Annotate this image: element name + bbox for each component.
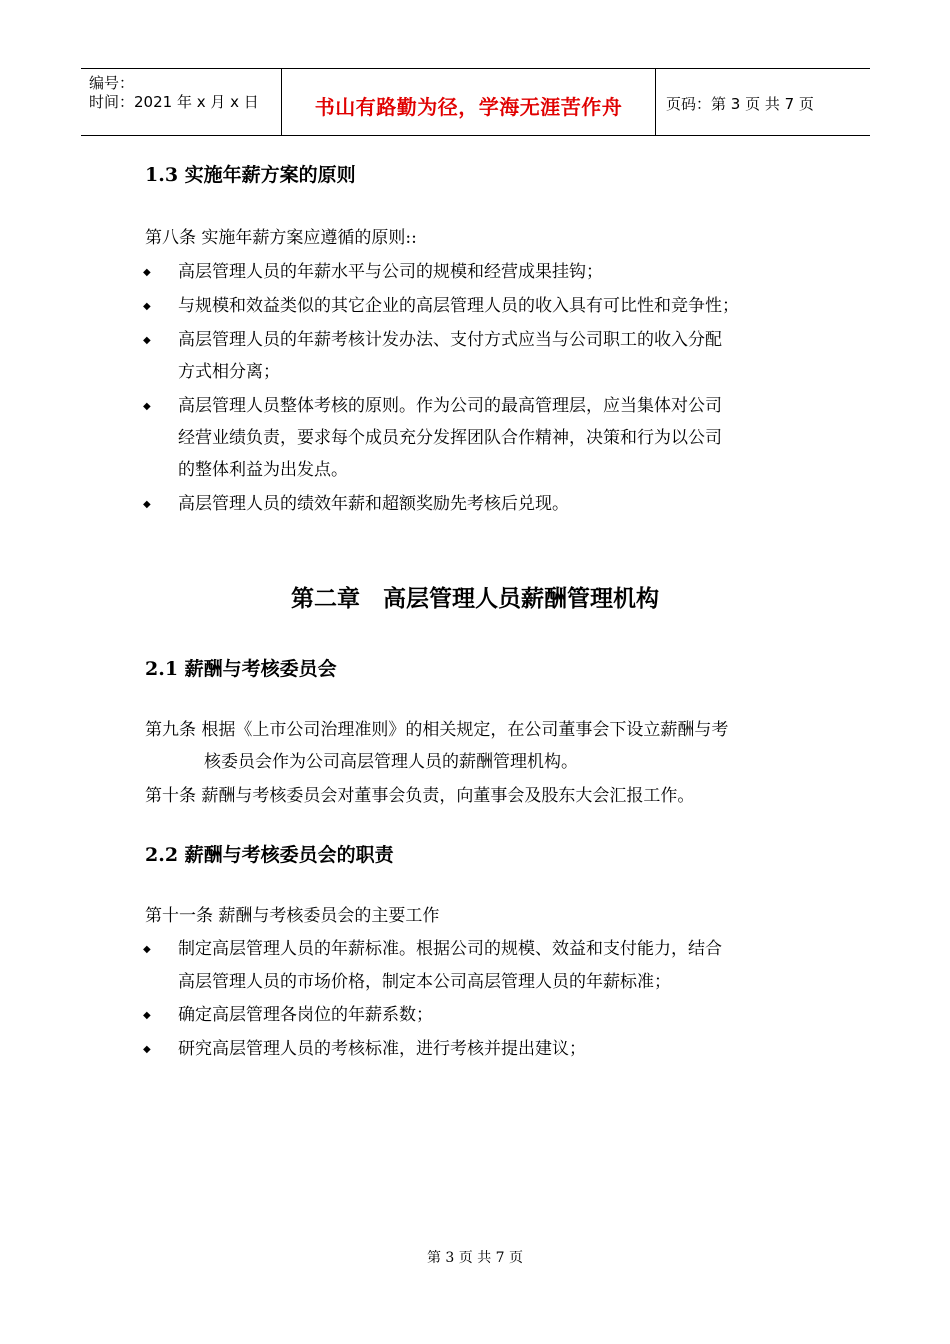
header-motto-cell [282, 69, 656, 135]
article-10: 第十条 薪酬与考核委员会对董事会负责，向董事会及股东大会汇报工作。 [145, 786, 695, 806]
diamond-bullet-icon: ◆ [143, 401, 151, 412]
list-item-continuation: 高层管理人员的市场价格，制定本公司高层管理人员的年薪标准； [178, 972, 671, 992]
list-item-continuation: 的整体利益为出发点。 [178, 460, 348, 480]
motto: 书山有路勤为径，学海无涯苦作舟 [314, 95, 623, 119]
header-left-cell [81, 69, 282, 135]
section-heading-2-1: 2.1 薪酬与考核委员会 [145, 658, 337, 680]
article-9-continuation: 核委员会作为公司高层管理人员的薪酬管理机构。 [204, 752, 578, 772]
list-item: 高层管理人员的绩效年薪和超额奖励先考核后兑现。 [178, 494, 569, 514]
list-item: 制定高层管理人员的年薪标准。根据公司的规模、效益和支付能力，结合 [178, 939, 722, 959]
chapter-title: 第二章 高层管理人员薪酬管理机构 [291, 585, 659, 612]
diamond-bullet-icon: ◆ [143, 267, 151, 278]
list-item: 高层管理人员整体考核的原则。作为公司的最高管理层，应当集体对公司 [178, 396, 722, 416]
page-info: 页码：第 3 页 共 7 页 [666, 95, 814, 113]
page-footer: 第 3 页 共 7 页 [426, 1250, 524, 1266]
number-label: 编号： [89, 74, 135, 92]
diamond-bullet-icon: ◆ [143, 499, 151, 510]
diamond-bullet-icon: ◆ [143, 1010, 151, 1021]
date-line: 时间：2021 年 x 月 x 日 [89, 93, 259, 111]
diamond-bullet-icon: ◆ [143, 1044, 151, 1055]
diamond-bullet-icon: ◆ [143, 301, 151, 312]
list-item: 确定高层管理各岗位的年薪系数； [178, 1005, 433, 1025]
list-item: 高层管理人员的年薪考核计发办法、支付方式应当与公司职工的收入分配 [178, 330, 722, 350]
section-heading-2-2: 2.2 薪酬与考核委员会的职责 [145, 844, 394, 866]
diamond-bullet-icon: ◆ [143, 335, 151, 346]
article-11: 第十一条 薪酬与考核委员会的主要工作 [145, 906, 440, 926]
list-item: 高层管理人员的年薪水平与公司的规模和经营成果挂钩； [178, 262, 603, 282]
header-right-cell [656, 69, 870, 135]
article-8: 第八条 实施年薪方案应遵循的原则:: [145, 228, 417, 248]
section-heading-1-3: 1.3 实施年薪方案的原则 [145, 164, 356, 186]
list-item: 研究高层管理人员的考核标准，进行考核并提出建议； [178, 1039, 586, 1059]
list-item-continuation: 方式相分离； [178, 362, 280, 382]
header-table [81, 68, 870, 136]
list-item: 与规模和效益类似的其它企业的高层管理人员的收入具有可比性和竞争性； [178, 296, 739, 316]
list-item-continuation: 经营业绩负责，要求每个成员充分发挥团队合作精神，决策和行为以公司 [178, 428, 722, 448]
article-9: 第九条 根据《上市公司治理准则》的相关规定，在公司董事会下设立薪酬与考 [145, 720, 729, 740]
diamond-bullet-icon: ◆ [143, 944, 151, 955]
